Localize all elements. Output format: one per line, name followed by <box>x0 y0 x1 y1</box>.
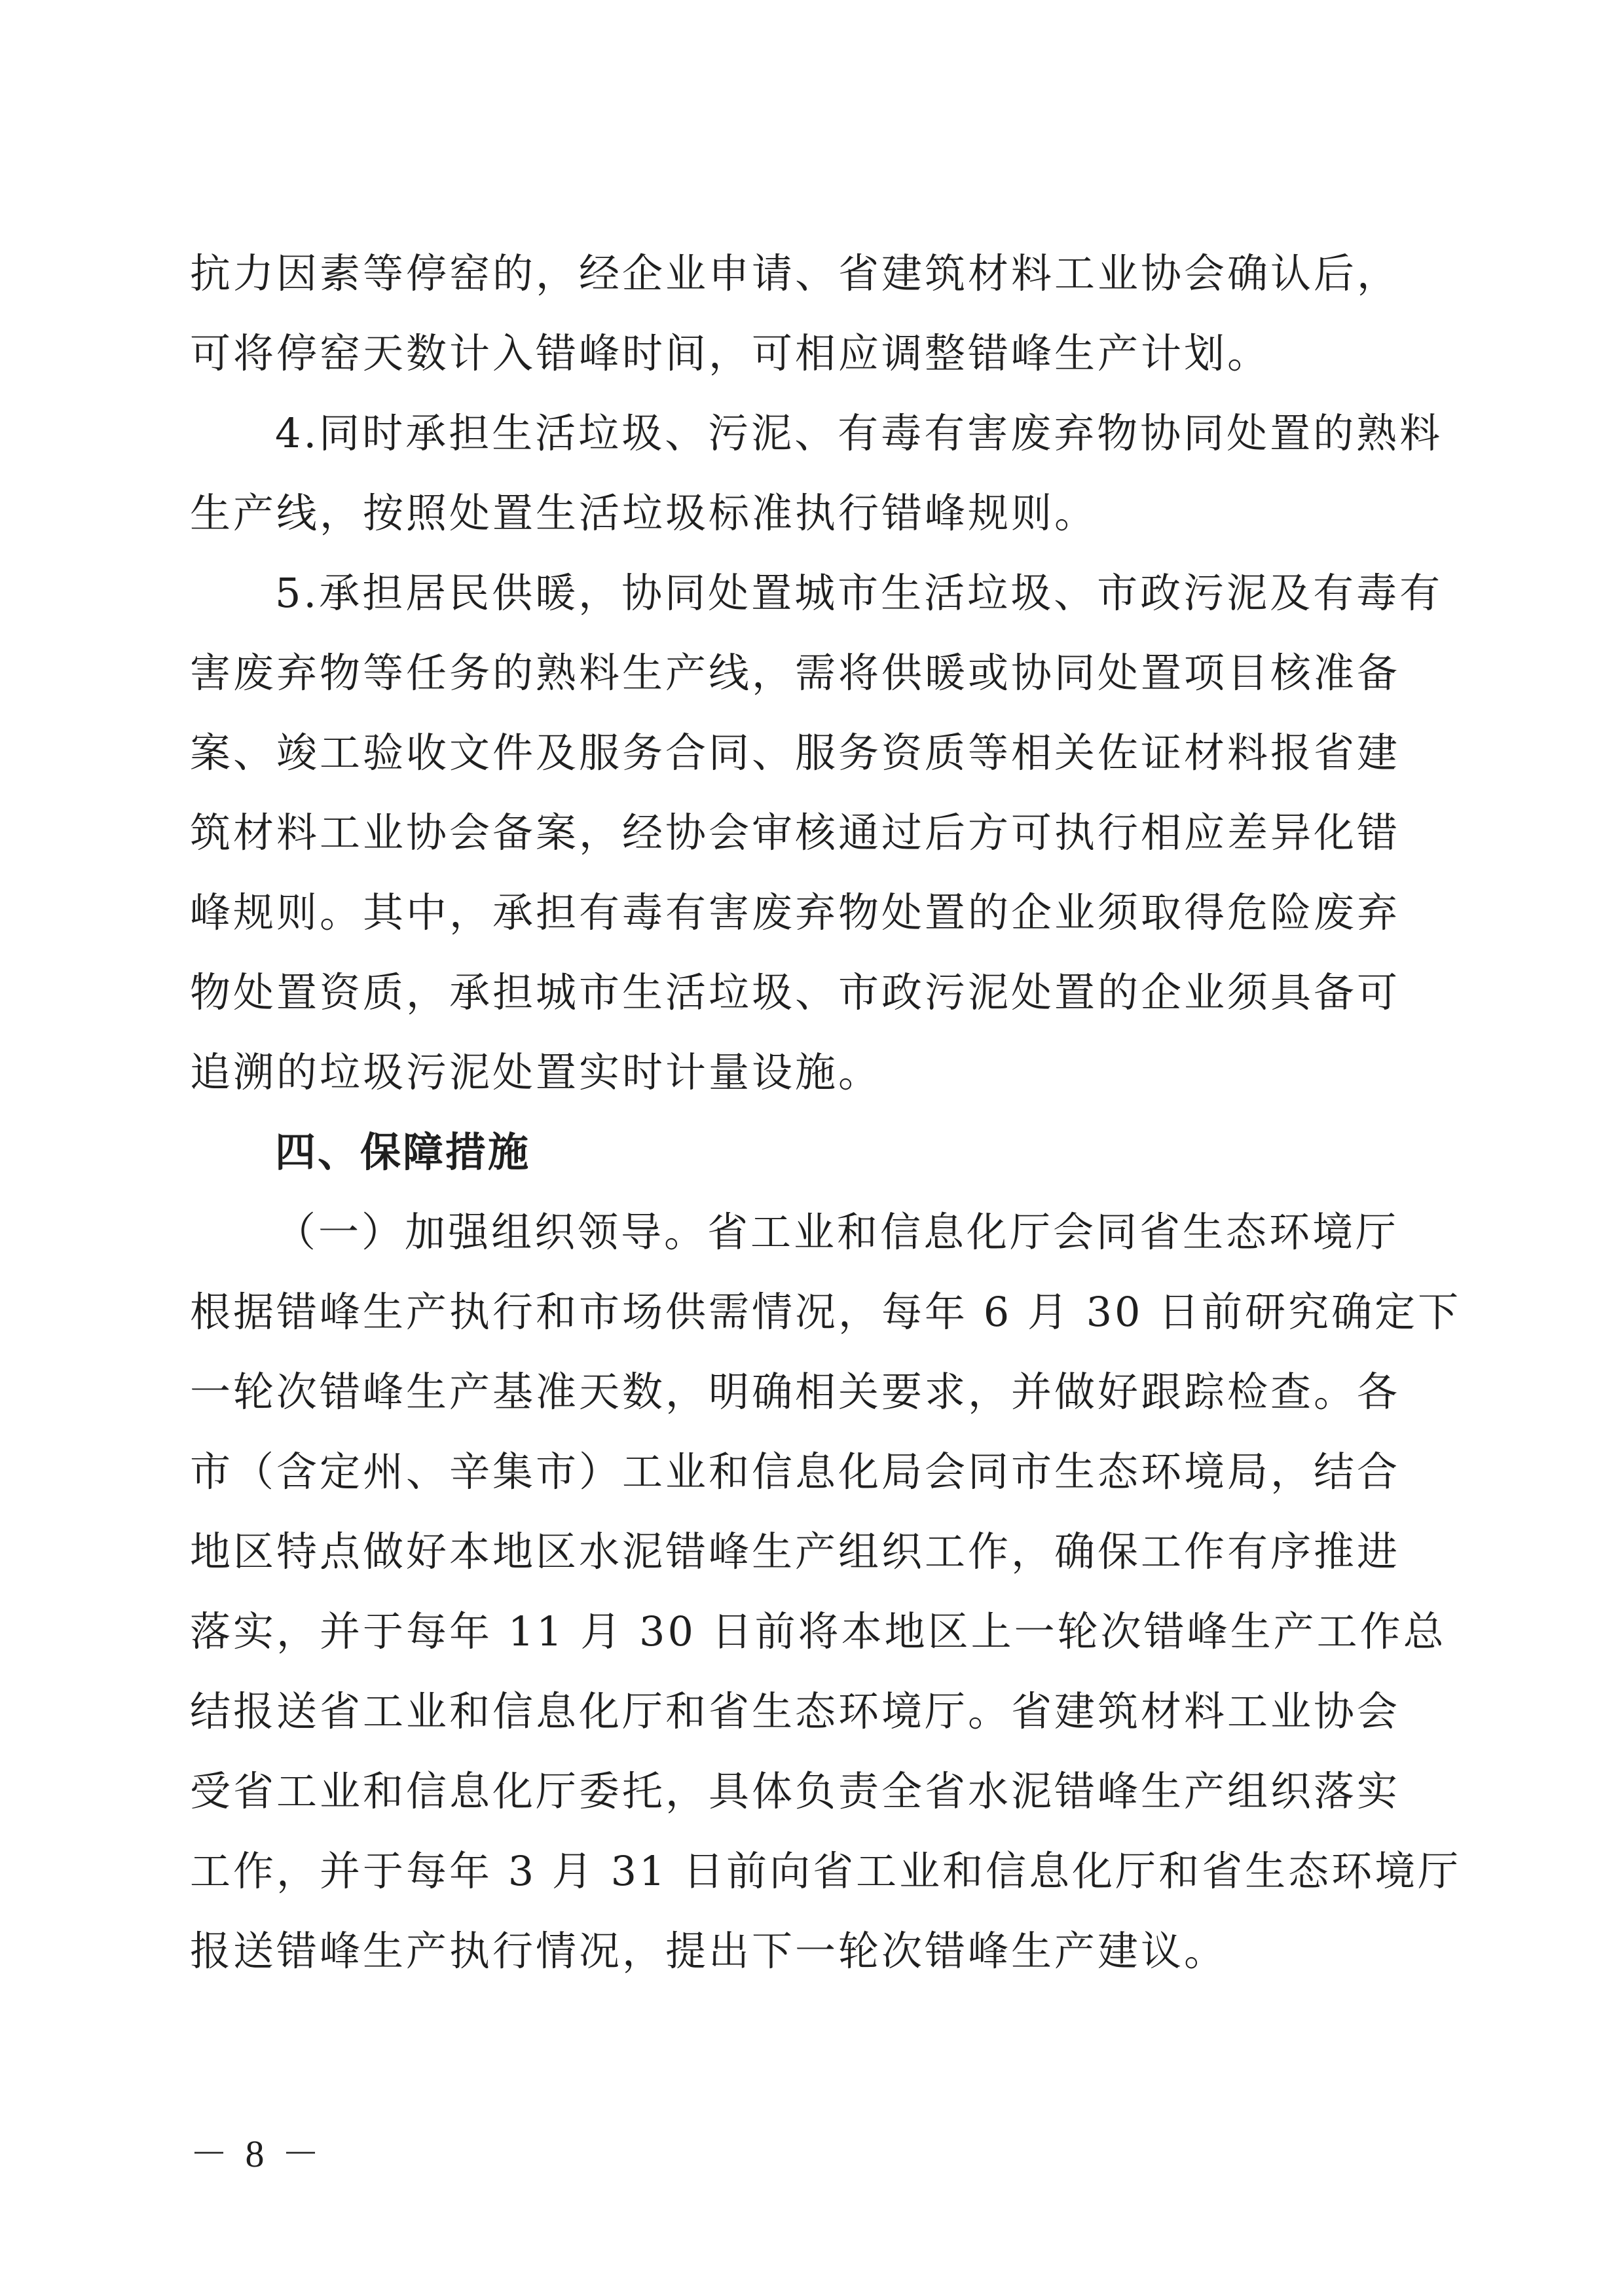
body-text-line: （一）加强组织领导。省工业和信息化厅会同省生态环境厅 <box>275 1208 1399 1256</box>
body-text-line: 市（含定州、辛集市）工业和信息化局会同市生态环境局，结合 <box>190 1448 1401 1496</box>
section-heading: 四、保障措施 <box>275 1128 531 1176</box>
body-text-line: 物处置资质，承担城市生活垃圾、市政污泥处置的企业须具备可 <box>190 968 1401 1016</box>
page-number: － 8 － <box>190 2133 324 2175</box>
body-text-line: 筑材料工业协会备案，经协会审核通过后方可执行相应差异化错 <box>190 809 1401 856</box>
body-text-line: 落实，并于每年 11 月 30 日前将本地区上一轮次错峰生产工作总 <box>190 1607 1447 1655</box>
body-text-line: 工作，并于每年 3 月 31 日前向省工业和信息化厅和省生态环境厅 <box>190 1847 1462 1895</box>
body-text-line: 根据错峰生产执行和市场供需情况，每年 6 月 30 日前研究确定下 <box>190 1288 1462 1336</box>
body-text-line: 害废弃物等任务的熟料生产线，需将供暖或协同处置项目核准备 <box>190 649 1401 697</box>
body-text-line: 生产线，按照处置生活垃圾标准执行错峰规则。 <box>190 489 1098 537</box>
body-text-line: 报送错峰生产执行情况，提出下一轮次错峰生产建议。 <box>190 1927 1228 1975</box>
body-text-line: 追溯的垃圾污泥处置实时计量设施。 <box>190 1048 882 1096</box>
body-text-line: 地区特点做好本地区水泥错峰生产组织工作，确保工作有序推进 <box>190 1528 1401 1575</box>
body-text-line: 结报送省工业和信息化厅和省生态环境厅。省建筑材料工业协会 <box>190 1687 1401 1735</box>
body-text-line: 可将停窑天数计入错峰时间，可相应调整错峰生产计划。 <box>190 329 1271 377</box>
body-text-line: 受省工业和信息化厅委托，具体负责全省水泥错峰生产组织落实 <box>190 1767 1401 1815</box>
body-text-line: 4.同时承担生活垃圾、污泥、有毒有害废弃物协同处置的熟料 <box>275 409 1443 457</box>
body-text-line: 5.承担居民供暖，协同处置城市生活垃圾、市政污泥及有毒有 <box>275 569 1443 617</box>
body-text-line: 峰规则。其中，承担有毒有害废弃物处置的企业须取得危险废弃 <box>190 889 1401 936</box>
body-text-line: 抗力因素等停窑的，经企业申请、省建筑材料工业协会确认后， <box>190 249 1401 297</box>
body-text-line: 一轮次错峰生产基准天数，明确相关要求，并做好跟踪检查。各 <box>190 1368 1401 1416</box>
body-text-line: 案、竣工验收文件及服务合同、服务资质等相关佐证材料报省建 <box>190 729 1401 777</box>
